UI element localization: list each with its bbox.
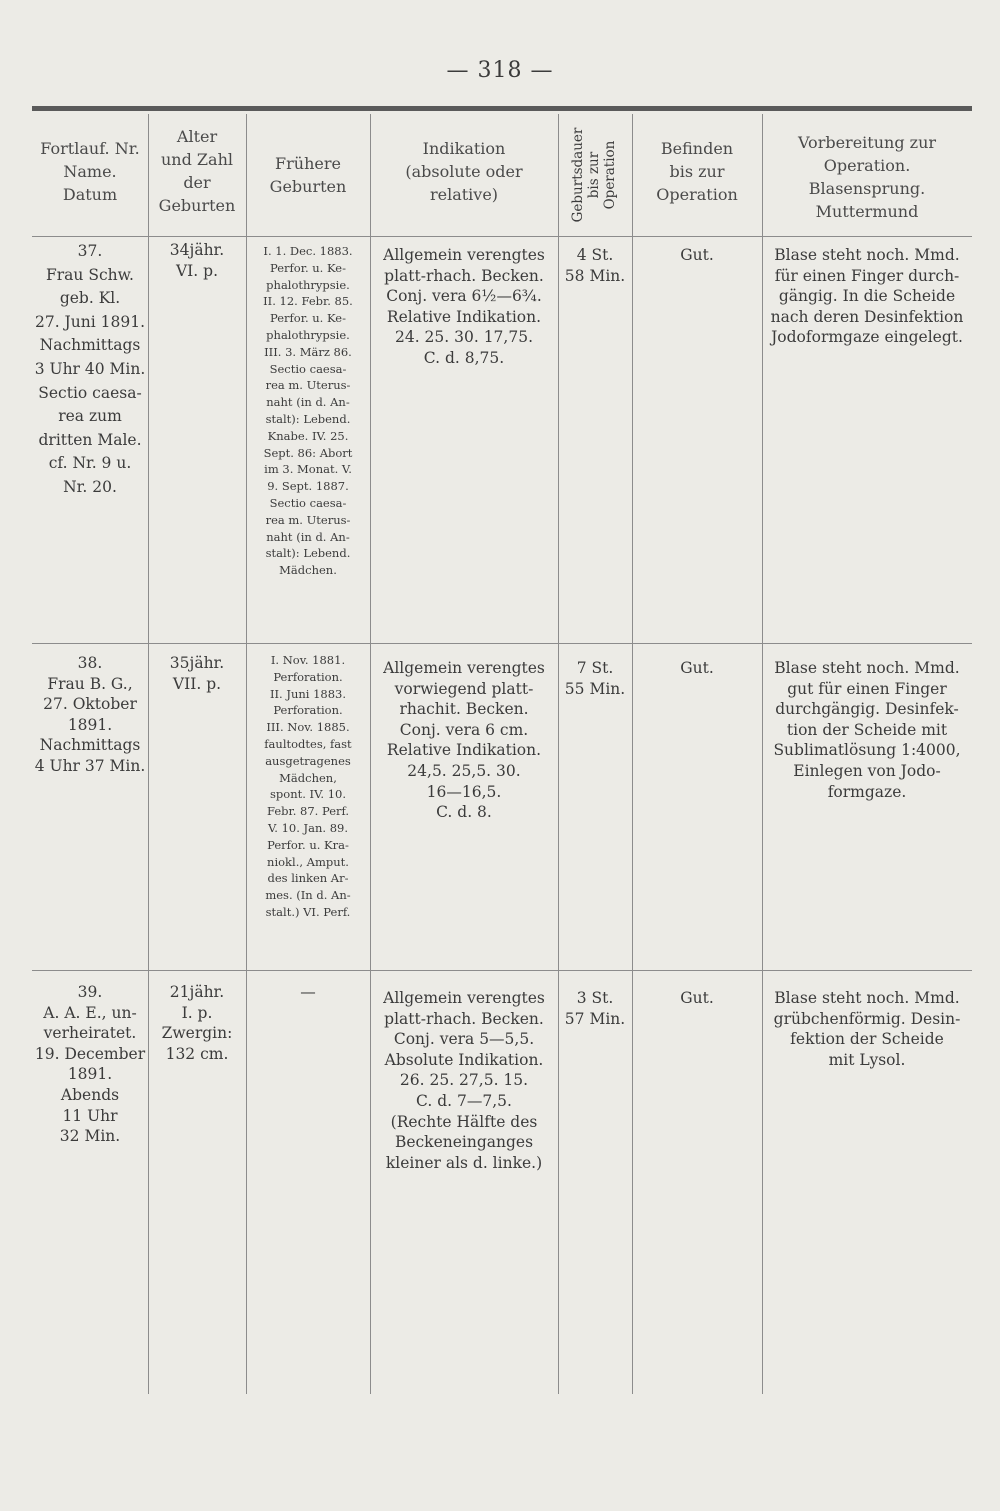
row-38-dauer: 7 St. 55 Min. [564,659,626,698]
row-37-befinden: Gut. [680,246,714,264]
row-37-nr: 37. Frau Schw. geb. Kl. 27. Juni 1891. Nachmittags 3 Uhr 40 Min. Sectio caesa- rea zum dritten Male. cf. Nr. 9 u. Nr. 20. [34,242,146,496]
row-37-indikation: Allgemein verengtes platt-rhach. Becken. Conj. vera 6½—6¾. Relative Indikation. 24. 25. 30. 17,75. C. d. 8,75. [383,246,545,367]
header-rule [32,236,972,237]
row-37-fruehere: I. 1. Dec. 1883. Perfor. u. Ke- phalothrypsie. II. 12. Febr. 85. Perfor. u. Ke- phalothrypsie. III. 3. März 86. Sectio caesa- rea m. Uterus- naht (in d. An- stalt): Lebend. Knabe. IV. 25. Sept. 86: Abort im 3. Monat. V. 9. Sept. 1887. Sectio caesa- rea m. Uterus- naht (in d. An- stalt): Lebend. Mädchen. [263,244,353,578]
column-divider [632,114,633,1394]
row-37-dauer: 4 St. 58 Min. [564,246,626,285]
header-nr: Fortlauf. Nr. Name. Datum [40,139,140,204]
row-38-nr: 38. Frau B. G., 27. Oktober 1891. Nachmittags 4 Uhr 37 Min. [34,654,146,775]
header-indikation: Indikation (absolute oder relative) [405,139,523,204]
row-38-fruehere: I. Nov. 1881. Perforation. II. Juni 1883. Perforation. III. Nov. 1885. faultodtes, fast ausgetragenes Mädchen, spont. IV. 10. Febr. 87. Perf. V. 10. Jan. 89. Perfor. u. Kra- niokl., Amput. des linken Ar- mes. (In d. An- stalt.) VI. Perf. [264,653,352,919]
page-number: — 318 — [446,58,554,83]
row-38-alter: 35jähr. VII. p. [169,654,225,693]
row-37-vorbereitung: Blase steht noch. Mmd. für einen Finger durch- gängig. In die Scheide nach deren Desinfektion Jodoformgaze eingelegt. [770,246,964,347]
row-38-vorbereitung: Blase steht noch. Mmd. gut für einen Finger durchgängig. Desinfek- tion der Scheide mit Sublimatlösung 1:4000, Einlegen von Jodo- formgaze. [773,659,961,801]
row-divider [32,643,972,644]
header-fruehere: Frühere Geburten [269,154,347,196]
row-39-dauer: 3 St. 57 Min. [564,989,626,1028]
header-befinden: Befinden bis zur Operation [656,139,738,204]
header-geburtsdauer [558,116,630,234]
row-38-indikation: Allgemein verengtes vorwiegend platt- rhachit. Becken. Conj. vera 6 cm. Relative Indikation. 24,5. 25,5. 30. 16—16,5. C. d. 8. [383,659,545,822]
column-divider [558,114,559,1394]
row-divider [32,970,972,971]
row-39-befinden: Gut. [680,989,714,1007]
row-39-nr: 39. A. A. E., un- verheiratet. 19. December 1891. Abends 11 Uhr 32 Min. [34,983,146,1146]
top-rule [32,106,972,111]
header-vorbereitung: Vorbereitung zur Operation. Blasensprung. Muttermund [797,133,937,221]
header-alter: Alter und Zahl der Geburten [158,127,236,215]
column-divider [148,114,149,1394]
row-39-indikation: Allgemein verengtes platt-rhach. Becken. Conj. vera 5—5,5. Absolute Indikation. 26. 25. 27,5. 15. C. d. 7—7,5. (Rechte Hälfte des Beckeneinganges kleiner als d. linke.) [383,989,545,1172]
row-39-fruehere: — [300,983,316,1001]
row-39-alter: 21jähr. I. p. Zwergin: 132 cm. [161,983,233,1063]
row-37-alter: 34jähr. VI. p. [169,241,225,280]
row-38-befinden: Gut. [680,659,714,677]
header-geburtsdauer-text: Geburtsdauer bis zur Operation [570,127,618,223]
row-39-vorbereitung: Blase steht noch. Mmd. grübchenförmig. Desin- fektion der Scheide mit Lysol. [773,989,961,1069]
